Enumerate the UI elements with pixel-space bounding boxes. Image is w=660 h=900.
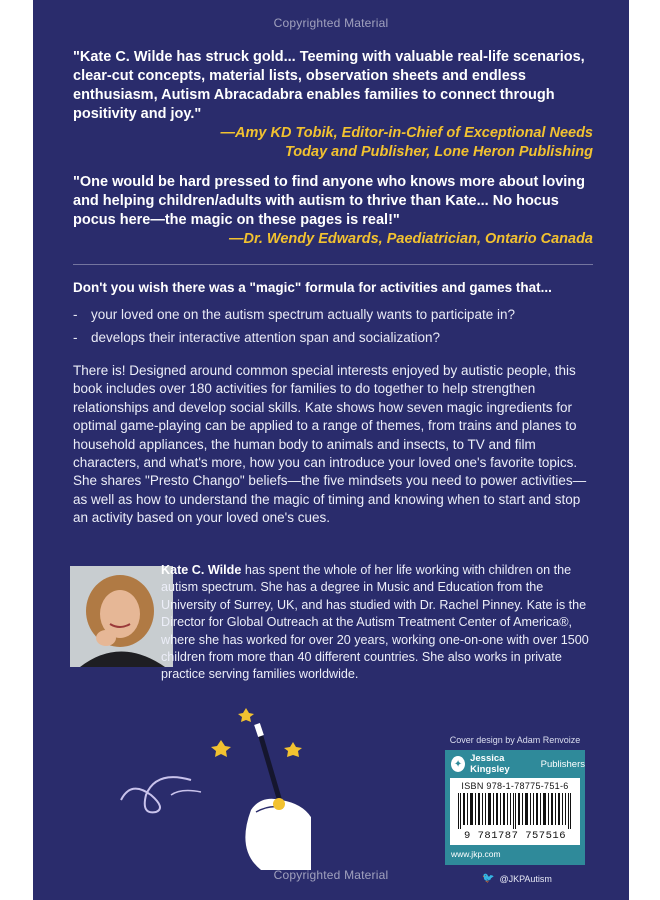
quote-text: "Kate C. Wilde has struck gold... Teeming with valuable real-life scenarios, clear-cut concepts, material lists, observation sheets and endless enthusiasm, Autism Abracadabra enables families to connect through positivity and joy." [73,49,585,122]
barcode-digits: 9 781787 757516 [463,830,566,842]
watermark-bottom: Copyrighted Material [273,868,389,882]
star-icon [238,708,254,722]
publisher-block [445,750,585,865]
book-description: There is! Designed around common special interests enjoyed by autistic people, this book includes over 180 activities for families to do together to help strengthen relationships and develop social skills. Kate shows how seven magic ingredients for optimal game-playing can be applied to a range of themes, from trains and planes to household appliances, the human body to animals and insects, to TV and film characters, and what's more, how you can introduce your loved one's favorite topics. She shares "Presto Chango" beliefs—the five mindsets you need to power activities—as well as how to understand the magic of timing and knowing when to start and stop an activity based on your loved one's cues. [73,363,587,526]
quote-attribution: —Amy KD Tobik, Editor-in-Chief of Exceptional Needs [220,125,593,141]
star-icon [211,740,231,757]
endorsement-quote-1 [73,48,593,162]
lead-question: Don't you wish there was a "magic" formula for activities and games that... [73,280,552,295]
quote-attribution: —Dr. Wendy Edwards, Paediatrician, Ontario Canada [229,231,593,247]
author-name: Kate C. Wilde [161,563,242,577]
bullet-marker: - [73,330,78,345]
quote-attribution: Today and Publisher, Lone Heron Publishing [284,144,593,160]
endorsement-quote-2 [73,173,593,249]
barcode-bars [458,793,572,829]
author-portrait-icon [70,566,173,667]
isbn-text: ISBN 978-1-78775-751-6 [461,781,569,791]
publisher-url: www.jkp.com [451,849,501,859]
divider [73,264,593,265]
twitter-bird-icon: 🐦 [482,873,495,884]
bullet-marker: - [73,307,78,322]
magic-wand-hand-icon [111,700,311,870]
bullet-text: your loved one on the autism spectrum actually wants to participate in? [91,307,515,322]
author-bio-text: has spent the whole of her life working with children on the autism spectrum. She has a degree in Music and Education from the University of Surrey, UK, and has studied with Dr. Rachel Pinney. Kate is the Director for Global Outreach at the Autism Treatment Center of America®, where she has worked for over 20 years, working one-on-one with over 1500 children from more than 40 different countries. She also works in private practice serving families worldwide. [161,563,589,682]
list-item [73,329,593,347]
star-icon [284,742,302,757]
list-item [73,306,593,324]
author-photo [70,566,173,667]
back-cover [33,0,629,900]
quote-text: "One would be hard pressed to find anyone who knows more about loving and helping children/adults with autism to thrive than Kate... No hocus pocus here—the magic on these pages is real!" [73,174,586,228]
publisher-logo-icon: ✦ [451,756,465,772]
watermark-top: Copyrighted Material [273,16,389,30]
publisher-name-bold: Jessica Kingsley [470,753,510,775]
publisher-name [445,750,585,778]
cover-design-credit: Cover design by Adam Renvoize [449,735,581,745]
bullet-text: develops their interactive attention span and socialization? [91,330,440,345]
barcode [450,778,580,845]
publisher-name-rest: Publishers [540,758,585,770]
twitter-handle-text: @JKPAutism [499,873,552,884]
author-bio [161,562,601,684]
